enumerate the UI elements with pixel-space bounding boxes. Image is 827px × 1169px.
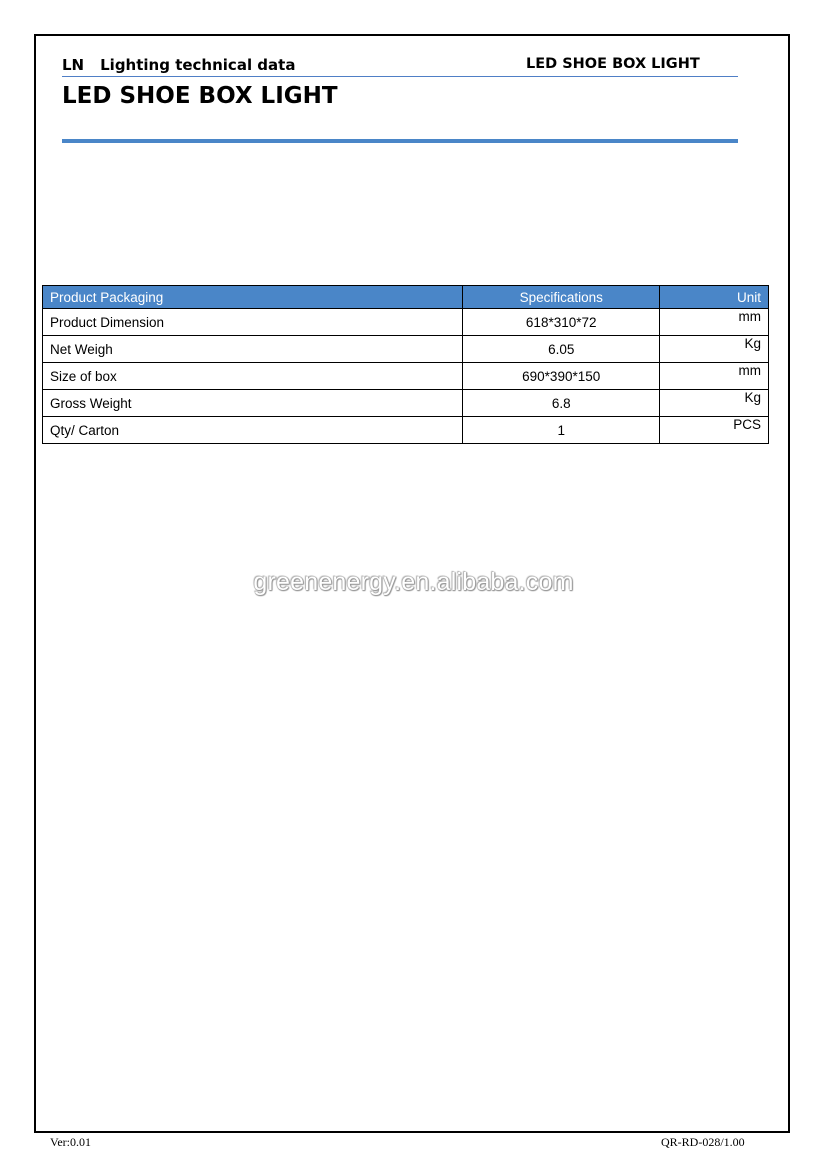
row-item: Qty/ Carton	[43, 417, 463, 444]
row-item: Gross Weight	[43, 390, 463, 417]
header-left	[62, 56, 295, 74]
column-header-specifications: Specifications	[463, 286, 660, 309]
page-title: LED SHOE BOX LIGHT	[62, 83, 338, 109]
row-spec: 618*310*72	[463, 309, 660, 336]
table-row	[43, 417, 769, 444]
row-item: Net Weigh	[43, 336, 463, 363]
doc-type-label: Lighting technical data	[100, 56, 296, 74]
header-product-name: LED SHOE BOX LIGHT	[526, 56, 700, 72]
row-spec: 6.8	[463, 390, 660, 417]
table-row	[43, 363, 769, 390]
column-header-packaging: Product Packaging	[43, 286, 463, 309]
title-divider	[62, 139, 738, 143]
row-spec: 6.05	[463, 336, 660, 363]
table-header-row	[43, 286, 769, 309]
row-item: Product Dimension	[43, 309, 463, 336]
footer-version: Ver:0.01	[50, 1135, 91, 1149]
row-unit: Kg	[660, 336, 769, 363]
brand-label: LN	[62, 56, 85, 74]
row-item: Size of box	[43, 363, 463, 390]
row-unit: Kg	[660, 390, 769, 417]
watermark-text: greenenergy.en.alibaba.com	[253, 568, 574, 596]
row-unit: mm	[660, 309, 769, 336]
row-spec: 690*390*150	[463, 363, 660, 390]
row-spec: 1	[463, 417, 660, 444]
table-row	[43, 336, 769, 363]
row-unit: PCS	[660, 417, 769, 444]
packaging-table	[42, 285, 769, 444]
footer-doc-code: QR-RD-028/1.00	[661, 1135, 745, 1149]
table-row	[43, 390, 769, 417]
row-unit: mm	[660, 363, 769, 390]
table-row	[43, 309, 769, 336]
header-divider	[62, 76, 738, 77]
column-header-unit: Unit	[660, 286, 769, 309]
